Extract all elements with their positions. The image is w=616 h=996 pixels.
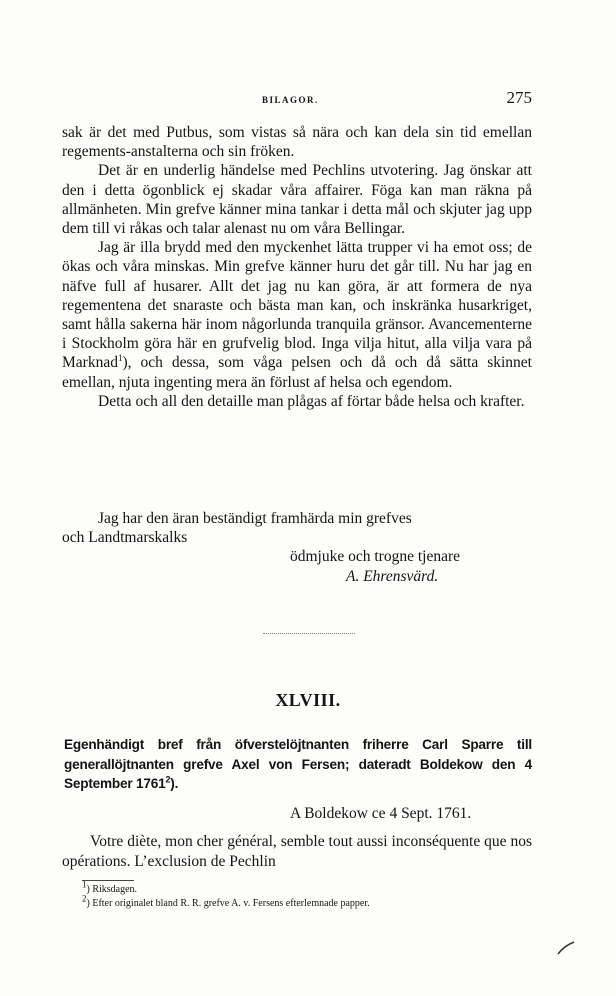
paragraph-4: Detta och all den detaille man plågas af förtar både helsa och krafter. (98, 392, 525, 410)
page-number: 275 (506, 88, 532, 107)
footnote-1 (82, 879, 532, 897)
closing-formula (62, 509, 532, 547)
footnote-marker-1: 1 (82, 879, 87, 890)
footnote-1-text: ) Riksdagen. (86, 884, 138, 895)
footnote-2 (82, 893, 532, 911)
section-heading (64, 735, 532, 794)
footnote-ref-1: 1 (117, 353, 123, 364)
footnote-marker-2: 2 (82, 893, 87, 904)
closing-line-2: och Landtmarskalks (62, 529, 188, 547)
footnote-rule (82, 880, 134, 881)
signature-name: A. Ehrensvärd. (346, 568, 439, 585)
section-number: XLVIII. (275, 690, 341, 710)
paragraph-1: sak är det med Putbus, som vistas så nära och kan dela sin tid emellan regements-anstalterna och sin fröken. (62, 124, 532, 161)
running-head: BILAGOR. (262, 95, 319, 105)
footnote-2-text: ) Efter originalet bland R. R. grefve A. v. Fersens efterlemnade papper. (86, 898, 370, 909)
letter-body (62, 123, 532, 411)
footnote-ref-2: 2 (165, 774, 171, 785)
letter-dateline: A Boldekow ce 4 Sept. 1761. (290, 805, 472, 822)
french-letter-text: Votre diète, mon cher général, semble tout aussi inconséquente que nos opérations. L’exclusion de Pechlin (62, 833, 532, 870)
signature-line: ödmjuke och trogne tjenare (290, 548, 461, 565)
footnotes (82, 879, 532, 911)
paragraph-3-text-b: ), och dessa, som våga pelsen och då och då sätta skinnet emellan, njuta ingenting mera än förlust af helsa och egendom. (62, 354, 532, 391)
pencil-mark (556, 940, 576, 956)
page-header (62, 88, 532, 114)
paragraph-3-text-a: Jag är illa brydd med den myckenhet lätta trupper vi ha emot oss; de ökas och våra minskas. Min grefve känner huru det går till. Nu har jag en näfve full af husarer. Allt det jag nu kan göra, är att formera de nya regementena det snaraste och bästa man kan, och inskränka husarkriget, samt hålla sakerna här inom någorlunda tranquila gränsor. Avancementerne i Stockholm göra här en grufvelig blod. Inga vilja hitut, alla vilja vara på Marknad (62, 239, 532, 372)
section-divider (263, 633, 355, 634)
paragraph-3 (62, 238, 532, 392)
section-heading-tail: ). (170, 776, 179, 791)
french-letter (62, 832, 532, 872)
closing-line-1: Jag har den äran beständigt framhärda min grefves (98, 510, 412, 527)
paragraph-2: Det är en underlig händelse med Pechlins utvotering. Jag önskar att den i detta ögonblick ej skadar våra affairer. Föga kan man räkna på allmänheten. Min grefve känner mina tankar i detta mål och skjuter jag upp dem till vi råkas och talar alenast nu om våra Bellingar. (62, 162, 532, 238)
section-heading-text: Egenhändigt bref från öfverstelöjtnanten friherre Carl Sparre till generallöjtnanten grefve Axel von Fersen; dateradt Boldekow den 4 September 1761 (64, 737, 532, 791)
